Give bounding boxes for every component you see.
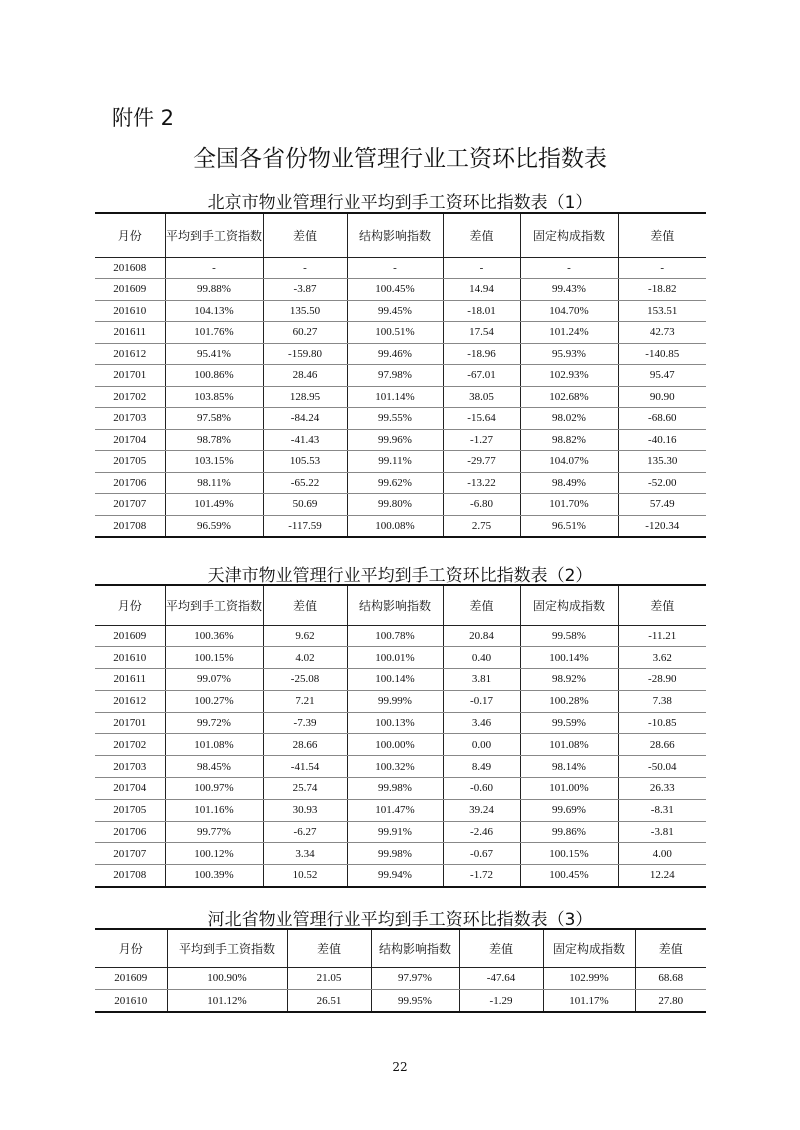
table-cell: 99.07% xyxy=(165,669,263,691)
table-cell: 100.15% xyxy=(165,647,263,669)
table-cell: 12.24 xyxy=(618,865,706,887)
table-cell: -0.67 xyxy=(443,843,520,865)
table-cell: -18.82 xyxy=(618,279,706,301)
table-cell: -18.96 xyxy=(443,343,520,365)
table-cell: 99.88% xyxy=(165,279,263,301)
table-cell: 100.14% xyxy=(347,669,443,691)
table-cell: -117.59 xyxy=(263,515,347,537)
table-cell: 201706 xyxy=(95,821,165,843)
table-cell: -18.01 xyxy=(443,300,520,322)
table-cell: 100.08% xyxy=(347,515,443,537)
table-cell: 96.51% xyxy=(520,515,618,537)
header-diff: 差值 xyxy=(459,929,543,967)
table-row xyxy=(95,472,706,494)
table-cell: 39.24 xyxy=(443,799,520,821)
table-cell: 101.76% xyxy=(165,322,263,344)
table-cell: 99.62% xyxy=(347,472,443,494)
table-cell: 99.45% xyxy=(347,300,443,322)
header-month: 月份 xyxy=(95,585,165,625)
table-cell: - xyxy=(263,257,347,279)
table-cell: 102.99% xyxy=(543,967,635,990)
table-row xyxy=(95,494,706,516)
table-cell: 98.49% xyxy=(520,472,618,494)
table-cell: 100.32% xyxy=(347,756,443,778)
table-cell: 57.49 xyxy=(618,494,706,516)
table-row xyxy=(95,756,706,778)
table-cell: -6.27 xyxy=(263,821,347,843)
table-cell: 98.14% xyxy=(520,756,618,778)
header-fixed-index: 固定构成指数 xyxy=(543,929,635,967)
table-3 xyxy=(95,928,706,1013)
table-cell: 100.15% xyxy=(520,843,618,865)
table-header-row xyxy=(95,213,706,257)
table-cell: 14.94 xyxy=(443,279,520,301)
header-month: 月份 xyxy=(95,213,165,257)
table-row xyxy=(95,429,706,451)
table-cell: 28.46 xyxy=(263,365,347,387)
table-row xyxy=(95,778,706,800)
table-row xyxy=(95,386,706,408)
table-row xyxy=(95,669,706,691)
table-cell: 9.62 xyxy=(263,625,347,647)
table-cell: -0.60 xyxy=(443,778,520,800)
header-structure-index: 结构影响指数 xyxy=(371,929,459,967)
table-cell: 28.66 xyxy=(263,734,347,756)
table-cell: -120.34 xyxy=(618,515,706,537)
table-row xyxy=(95,990,706,1013)
table-cell: 28.66 xyxy=(618,734,706,756)
table-cell: 3.34 xyxy=(263,843,347,865)
header-diff: 差值 xyxy=(287,929,371,967)
table-cell: -3.81 xyxy=(618,821,706,843)
table-cell: -0.17 xyxy=(443,690,520,712)
table-cell: 99.69% xyxy=(520,799,618,821)
table-cell: -52.00 xyxy=(618,472,706,494)
table-cell: 26.51 xyxy=(287,990,371,1013)
table-cell: 60.27 xyxy=(263,322,347,344)
table-cell: 201702 xyxy=(95,734,165,756)
table-cell: 99.55% xyxy=(347,408,443,430)
header-structure-index: 结构影响指数 xyxy=(347,213,443,257)
table-cell: -10.85 xyxy=(618,712,706,734)
table-cell: 101.08% xyxy=(520,734,618,756)
table-cell: 98.45% xyxy=(165,756,263,778)
table-row xyxy=(95,322,706,344)
table-cell: -11.21 xyxy=(618,625,706,647)
table-cell: -1.72 xyxy=(443,865,520,887)
table-cell: 100.97% xyxy=(165,778,263,800)
table-cell: 10.52 xyxy=(263,865,347,887)
table-cell: 201610 xyxy=(95,647,165,669)
header-diff: 差值 xyxy=(443,213,520,257)
header-diff: 差值 xyxy=(618,585,706,625)
table-cell: -47.64 xyxy=(459,967,543,990)
table-cell: 21.05 xyxy=(287,967,371,990)
table-row xyxy=(95,865,706,887)
table-cell: 97.58% xyxy=(165,408,263,430)
table-cell: -13.22 xyxy=(443,472,520,494)
table-cell: 99.86% xyxy=(520,821,618,843)
table-cell: 201612 xyxy=(95,343,165,365)
table-cell: 99.94% xyxy=(347,865,443,887)
table-cell: -65.22 xyxy=(263,472,347,494)
table-cell: 17.54 xyxy=(443,322,520,344)
table-cell: 98.92% xyxy=(520,669,618,691)
header-structure-index: 结构影响指数 xyxy=(347,585,443,625)
table-cell: 201610 xyxy=(95,990,167,1013)
table-cell: 99.99% xyxy=(347,690,443,712)
table-cell: -140.85 xyxy=(618,343,706,365)
table-cell: -8.31 xyxy=(618,799,706,821)
table-row xyxy=(95,690,706,712)
table-cell: 99.98% xyxy=(347,843,443,865)
table-cell: 4.02 xyxy=(263,647,347,669)
table-row xyxy=(95,365,706,387)
table-cell: 99.43% xyxy=(520,279,618,301)
table-3-title: 河北省物业管理行业平均到手工资环比指数表（3） xyxy=(207,910,593,930)
table-cell: 7.21 xyxy=(263,690,347,712)
table-cell: -15.64 xyxy=(443,408,520,430)
table-cell: 128.95 xyxy=(263,386,347,408)
table-cell: 98.02% xyxy=(520,408,618,430)
header-diff: 差值 xyxy=(263,585,347,625)
table-cell: 98.82% xyxy=(520,429,618,451)
table-header-row xyxy=(95,585,706,625)
table-cell: 201609 xyxy=(95,279,165,301)
table-cell: 201705 xyxy=(95,799,165,821)
table-cell: 201705 xyxy=(95,451,165,473)
table-cell: 68.68 xyxy=(635,967,706,990)
table-cell: 100.27% xyxy=(165,690,263,712)
table-cell: 99.77% xyxy=(165,821,263,843)
table-row xyxy=(95,625,706,647)
table-row xyxy=(95,279,706,301)
table-cell: 104.07% xyxy=(520,451,618,473)
table-cell: 101.47% xyxy=(347,799,443,821)
table-row xyxy=(95,257,706,279)
table-cell: -40.16 xyxy=(618,429,706,451)
table-cell: 8.49 xyxy=(443,756,520,778)
header-diff: 差值 xyxy=(263,213,347,257)
header-avg-wage-index: 平均到手工资指数 xyxy=(167,929,287,967)
table-cell: 104.70% xyxy=(520,300,618,322)
table-cell: 98.11% xyxy=(165,472,263,494)
table-cell: 100.51% xyxy=(347,322,443,344)
table-cell: 101.14% xyxy=(347,386,443,408)
table-cell: -159.80 xyxy=(263,343,347,365)
table-cell: 95.93% xyxy=(520,343,618,365)
table-cell: 201609 xyxy=(95,625,165,647)
table-row xyxy=(95,712,706,734)
table-cell: 105.53 xyxy=(263,451,347,473)
table-cell: -67.01 xyxy=(443,365,520,387)
table-cell: -84.24 xyxy=(263,408,347,430)
table-1 xyxy=(95,212,706,538)
table-1-title: 北京市物业管理行业平均到手工资环比指数表（1） xyxy=(207,193,593,213)
table-cell: 201608 xyxy=(95,257,165,279)
table-cell: 201708 xyxy=(95,865,165,887)
table-cell: 100.45% xyxy=(347,279,443,301)
table-cell: 201610 xyxy=(95,300,165,322)
table-cell: -3.87 xyxy=(263,279,347,301)
table-cell: 201706 xyxy=(95,472,165,494)
header-avg-wage-index: 平均到手工资指数 xyxy=(165,585,263,625)
table-header-row xyxy=(95,929,706,967)
table-cell: 3.46 xyxy=(443,712,520,734)
table-cell: 102.68% xyxy=(520,386,618,408)
table-cell: 100.00% xyxy=(347,734,443,756)
table-row xyxy=(95,343,706,365)
table-cell: 99.11% xyxy=(347,451,443,473)
table-cell: - xyxy=(618,257,706,279)
table-cell: -2.46 xyxy=(443,821,520,843)
table-cell: 26.33 xyxy=(618,778,706,800)
table-cell: 103.85% xyxy=(165,386,263,408)
attachment-label: 附件 2 xyxy=(112,106,175,130)
table-cell: 101.12% xyxy=(167,990,287,1013)
header-diff: 差值 xyxy=(635,929,706,967)
table-cell: 201704 xyxy=(95,429,165,451)
table-row xyxy=(95,843,706,865)
table-cell: - xyxy=(443,257,520,279)
page-number: 22 xyxy=(392,1060,408,1074)
table-cell: 100.78% xyxy=(347,625,443,647)
table-row xyxy=(95,451,706,473)
table-cell: 3.81 xyxy=(443,669,520,691)
table-cell: -41.54 xyxy=(263,756,347,778)
table-cell: 96.59% xyxy=(165,515,263,537)
table-row xyxy=(95,821,706,843)
table-row xyxy=(95,647,706,669)
table-cell: 100.01% xyxy=(347,647,443,669)
header-diff: 差值 xyxy=(618,213,706,257)
table-cell: 0.00 xyxy=(443,734,520,756)
table-cell: 99.58% xyxy=(520,625,618,647)
table-cell: 99.72% xyxy=(165,712,263,734)
table-cell: 100.13% xyxy=(347,712,443,734)
table-cell: 100.90% xyxy=(167,967,287,990)
table-cell: 101.70% xyxy=(520,494,618,516)
table-cell: 201609 xyxy=(95,967,167,990)
table-row xyxy=(95,300,706,322)
table-cell: 135.50 xyxy=(263,300,347,322)
table-cell: 4.00 xyxy=(618,843,706,865)
table-cell: -6.80 xyxy=(443,494,520,516)
header-avg-wage-index: 平均到手工资指数 xyxy=(165,213,263,257)
table-cell: 101.17% xyxy=(543,990,635,1013)
table-cell: -68.60 xyxy=(618,408,706,430)
table-cell: 2.75 xyxy=(443,515,520,537)
table-cell: 95.41% xyxy=(165,343,263,365)
table-cell: 3.62 xyxy=(618,647,706,669)
table-cell: 38.05 xyxy=(443,386,520,408)
table-cell: 201708 xyxy=(95,515,165,537)
table-cell: 102.93% xyxy=(520,365,618,387)
table-cell: 100.86% xyxy=(165,365,263,387)
table-cell: 101.49% xyxy=(165,494,263,516)
table-cell: 50.69 xyxy=(263,494,347,516)
table-cell: 201701 xyxy=(95,365,165,387)
table-cell: 42.73 xyxy=(618,322,706,344)
table-2-title: 天津市物业管理行业平均到手工资环比指数表（2） xyxy=(207,566,593,586)
table-cell: 103.15% xyxy=(165,451,263,473)
table-cell: 201612 xyxy=(95,690,165,712)
header-fixed-index: 固定构成指数 xyxy=(520,213,618,257)
table-cell: - xyxy=(347,257,443,279)
table-cell: -28.90 xyxy=(618,669,706,691)
table-cell: 201704 xyxy=(95,778,165,800)
table-cell: -1.27 xyxy=(443,429,520,451)
table-cell: 201611 xyxy=(95,322,165,344)
table-cell: 100.14% xyxy=(520,647,618,669)
header-month: 月份 xyxy=(95,929,167,967)
table-row xyxy=(95,515,706,537)
table-cell: 201703 xyxy=(95,756,165,778)
table-cell: 153.51 xyxy=(618,300,706,322)
table-cell: 201702 xyxy=(95,386,165,408)
table-cell: -7.39 xyxy=(263,712,347,734)
table-cell: 101.08% xyxy=(165,734,263,756)
table-cell: 201701 xyxy=(95,712,165,734)
table-cell: - xyxy=(520,257,618,279)
table-cell: 100.36% xyxy=(165,625,263,647)
table-cell: 0.40 xyxy=(443,647,520,669)
table-cell: 101.24% xyxy=(520,322,618,344)
table-cell: 27.80 xyxy=(635,990,706,1013)
table-cell: 100.39% xyxy=(165,865,263,887)
table-cell: 30.93 xyxy=(263,799,347,821)
table-cell: 99.95% xyxy=(371,990,459,1013)
table-cell: 201703 xyxy=(95,408,165,430)
table-cell: 99.96% xyxy=(347,429,443,451)
table-cell: 90.90 xyxy=(618,386,706,408)
table-cell: 99.91% xyxy=(347,821,443,843)
table-cell: -29.77 xyxy=(443,451,520,473)
table-cell: 95.47 xyxy=(618,365,706,387)
table-cell: 101.00% xyxy=(520,778,618,800)
table-row xyxy=(95,799,706,821)
table-cell: -25.08 xyxy=(263,669,347,691)
table-row xyxy=(95,734,706,756)
table-cell: 100.12% xyxy=(165,843,263,865)
table-cell: 99.98% xyxy=(347,778,443,800)
header-fixed-index: 固定构成指数 xyxy=(520,585,618,625)
table-cell: -50.04 xyxy=(618,756,706,778)
table-cell: 25.74 xyxy=(263,778,347,800)
table-cell: 100.45% xyxy=(520,865,618,887)
table-cell: 20.84 xyxy=(443,625,520,647)
table-2 xyxy=(95,584,706,888)
table-cell: 97.98% xyxy=(347,365,443,387)
table-cell: -41.43 xyxy=(263,429,347,451)
table-row xyxy=(95,408,706,430)
table-cell: 201611 xyxy=(95,669,165,691)
table-cell: 97.97% xyxy=(371,967,459,990)
table-cell: 201707 xyxy=(95,494,165,516)
table-cell: 7.38 xyxy=(618,690,706,712)
table-cell: 99.80% xyxy=(347,494,443,516)
table-cell: 135.30 xyxy=(618,451,706,473)
table-cell: 99.59% xyxy=(520,712,618,734)
main-title: 全国各省份物业管理行业工资环比指数表 xyxy=(193,146,607,172)
table-cell: 100.28% xyxy=(520,690,618,712)
header-diff: 差值 xyxy=(443,585,520,625)
table-cell: 98.78% xyxy=(165,429,263,451)
table-cell: 201707 xyxy=(95,843,165,865)
table-cell: - xyxy=(165,257,263,279)
table-cell: 104.13% xyxy=(165,300,263,322)
table-cell: -1.29 xyxy=(459,990,543,1013)
table-cell: 99.46% xyxy=(347,343,443,365)
table-cell: 101.16% xyxy=(165,799,263,821)
table-row xyxy=(95,967,706,990)
